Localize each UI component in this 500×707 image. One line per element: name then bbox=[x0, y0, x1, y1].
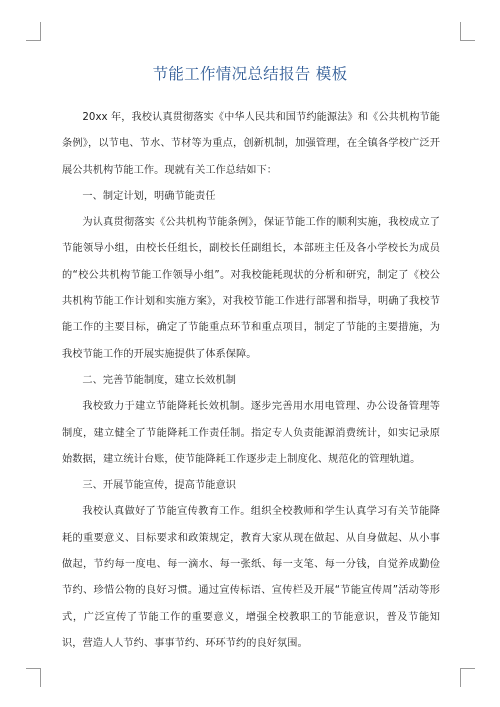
section-heading-3: 三、开展节能宣传，提高节能意识 bbox=[82, 480, 236, 492]
crop-mark-top-left bbox=[26, 22, 41, 41]
section-heading-2: 二、完善节能制度，建立长效机制 bbox=[82, 374, 236, 386]
document-body bbox=[62, 105, 440, 657]
crop-mark-bottom-right bbox=[460, 668, 475, 687]
section-paragraph-2: 我校致力于建立节能降耗长效机制。逐步完善用水用电管理、办公设备管理等制度，建立健全了节能降耗工作责任制。指定专人负责能源消费统计，如实记录原始数据，建立统计台账，使节能降耗工作逐步走上制度化、规范化的管理轨道。 bbox=[62, 401, 440, 465]
section-paragraph-3: 我校认真做好了节能宣传教育工作。组织全校教师和学生认真学习有关节能降耗的重要意义、目标要求和政策规定，教育大家从现在做起、从自身做起、从小事做起，节约每一度电、每一滴水、每一张纸、每一支笔、每一分钱，自觉养成勤俭节约、珍惜公物的良好习惯。通过宣传标语、宣传栏及开展“节能宣传周”活动等形式，广泛宣传了节能工作的重要意义，增强全校教职工的节能意识，普及节能知识，营造人人节约、事事节约、环环节约的良好氛围。 bbox=[62, 506, 440, 649]
section-paragraph-1: 为认真贯彻落实《公共机构节能条例》，保证节能工作的顺利实施，我校成立了节能领导小组，由校长任组长，副校长任副组长，本部班主任及各小学校长为成员的“校公共机构节能工作领导小组”。对我校能耗现状的分析和研究，制定了《校公共机构节能工作计划和实施方案》，对我校节能工作进行部署和指导，明确了我校节能工作的主要目标，确定了节能重点环节和重点项目，制定了节能的主要措施，为我校节能工作的开展实施提供了体系保障。 bbox=[62, 217, 440, 360]
section-heading-1: 一、制定计划，明确节能责任 bbox=[82, 190, 216, 202]
crop-mark-top-right bbox=[460, 22, 475, 41]
crop-mark-bottom-left bbox=[26, 668, 41, 687]
document-title: 节能工作情况总结报告 模板 bbox=[152, 65, 348, 83]
intro-paragraph: 20xx 年，我校认真贯彻落实《中华人民共和国节约能源法》和《公共机构节能条例》，以节电、节水、节材等为重点，创新机制，加强管理，在全镇各学校广泛开展公共机构节能工作。现就有关工作总结如下： bbox=[62, 112, 440, 176]
